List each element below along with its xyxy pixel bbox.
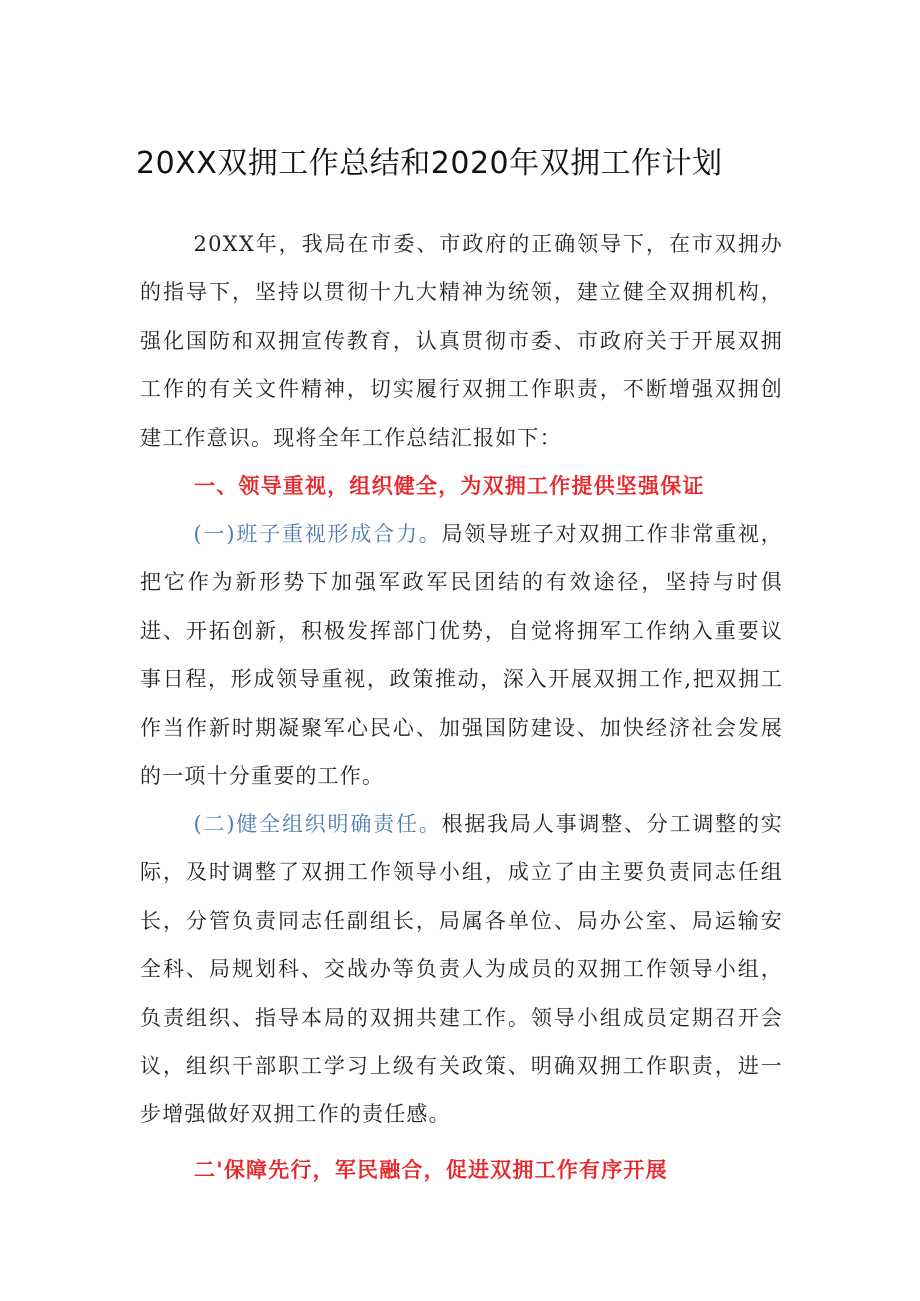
paragraph-1-1-text: 局领导班子对双拥工作非常重视，把它作为新形势下加强军政军民团结的有效途径，坚持与时俱进、开拓创新，积极发挥部门优势，自觉将拥军工作纳入重要议事日程，形成领导重视，政策推动，深入开展双拥工作,把双拥工作当作新时期凝聚军心民心、加强国防建设、加快经济社会发展的一项十分重要的工作。 — [140, 522, 783, 789]
subheading-1-1: (一)班子重视形成合力。 — [193, 522, 442, 546]
section-heading-1: 一、领导重视，组织健全，为双拥工作提供坚强保证 — [194, 473, 705, 498]
document-title: 20XX双拥工作总结和2020年双拥工作计划 — [136, 146, 723, 181]
paragraph-1-2-text: 根据我局人事调整、分工调整的实际，及时调整了双拥工作领导小组，成立了由主要负责同志任组长，分管负责同志任副组长，局属各单位、局办公室、局运输安全科、局规划科、交战办等负责人为成员的双拥工作领导小组，负责组织、指导本局的双拥共建工作。领导小组成员定期召开会议，组织干部职工学习上级有关政策、明确双拥工作职责，进一步增强做好双拥工作的责任感。 — [140, 812, 783, 1127]
subheading-1-2: (二)健全组织明确责任。 — [193, 812, 442, 836]
paragraph-1-1 — [140, 510, 783, 800]
paragraph-1-2 — [140, 800, 783, 1139]
intro-paragraph: 20XX年，我局在市委、市政府的正确领导下，在市双拥办的指导下，坚持以贯彻十九大精神为统领，建立健全双拥机构，强化国防和双拥宣传教育，认真贯彻市委、市政府关于开展双拥工作的有关文件精神，切实履行双拥工作职责，不断增强双拥创建工作意识。现将全年工作总结汇报如下： — [140, 232, 783, 450]
section-heading-2: 二'保障先行，军民融合，促进双拥工作有序开展 — [194, 1157, 668, 1182]
